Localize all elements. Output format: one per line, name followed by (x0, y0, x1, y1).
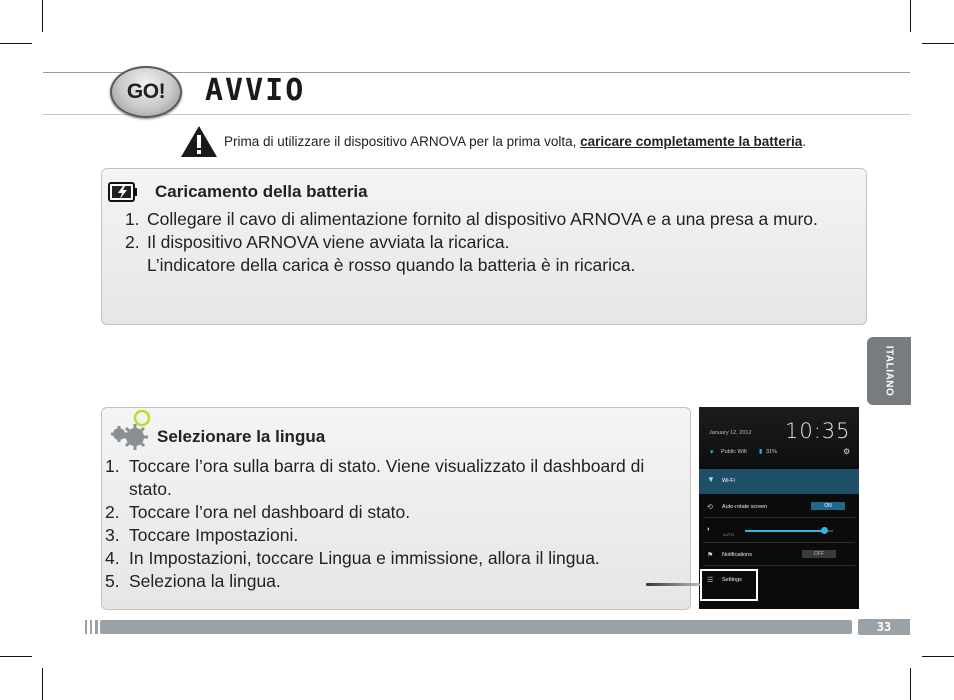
list-number: 3. (105, 525, 120, 545)
auto-rotate-toggle[interactable]: ON (811, 502, 845, 510)
header-rule-bottom (43, 114, 910, 115)
warning-text-end: . (802, 133, 807, 149)
warning-text-emphasis: caricare completamente la batteria (580, 133, 803, 149)
page-title: AVVIO (205, 73, 306, 108)
charging-title: Caricamento della batteria (155, 182, 368, 201)
list-text: Toccare Impostazioni. (129, 525, 299, 545)
dashboard-clock: 10:35 (785, 419, 851, 443)
list-item (105, 501, 683, 524)
battery-percent: 31% (766, 449, 778, 455)
header-rule-top (43, 72, 910, 73)
callout-pointer (646, 583, 700, 586)
list-text: Il dispositivo ARNOVA viene avviata la ricarica. (147, 232, 510, 252)
notifications-icon: ⚑ (707, 552, 714, 559)
language-side-tab-label: ITALIANO (883, 345, 895, 397)
wifi-icon: ▾ (710, 449, 714, 456)
settings-toggle-icon: ⚙ (843, 447, 851, 456)
dashboard-date: January 12, 2012 (709, 430, 752, 436)
list-text: Seleziona la lingua. (129, 571, 281, 591)
warning-text-plain: Prima di utilizzare il dispositivo ARNOVA per la prima volta, (224, 133, 581, 149)
list-text: Collegare il cavo di alimentazione fornito al dispositivo ARNOVA e a una presa a muro. (147, 209, 818, 229)
brightness-slider-fill (745, 530, 824, 532)
brightness-auto-label: AUTO (723, 532, 735, 537)
crop-mark (922, 43, 954, 44)
list-number: 1. (125, 209, 140, 229)
language-title: Selezionare la lingua (157, 427, 326, 446)
list-number: 1. (105, 456, 120, 476)
list-number (125, 254, 147, 277)
list-item (105, 570, 683, 593)
settings-highlight (700, 569, 758, 601)
list-text: Toccare l’ora nel dashboard di stato. (129, 502, 411, 522)
battery-icon (108, 181, 138, 203)
language-side-tab (867, 337, 911, 405)
warning-text (224, 134, 806, 149)
crop-mark (42, 0, 43, 32)
list-item (125, 254, 865, 277)
language-steps (105, 455, 683, 593)
battery-status-icon: ▮ (759, 449, 763, 455)
gear-icon (108, 406, 156, 452)
list-item (105, 524, 683, 547)
warning-icon (180, 125, 218, 158)
notifications-label: Notifications (722, 552, 752, 558)
charging-steps (125, 208, 865, 277)
list-number: 5. (105, 571, 120, 591)
crop-mark (0, 43, 32, 44)
auto-rotate-label: Auto-rotate screen (722, 504, 768, 510)
list-text: Toccare l’ora sulla barra di stato. Viene visualizzato il dashboard di stato. (129, 456, 645, 499)
list-number: 2. (125, 232, 140, 252)
list-item (105, 547, 683, 570)
list-item (125, 208, 865, 231)
brightness-icon: ◐ (707, 526, 712, 533)
crop-mark (42, 668, 43, 700)
warning-row (180, 124, 806, 158)
crop-mark (910, 0, 911, 32)
list-item (125, 231, 865, 254)
crop-mark (922, 656, 954, 657)
rotate-icon: ⟲ (707, 504, 713, 511)
footer-bar (100, 620, 852, 634)
wifi-network-name: Public Wifi (721, 449, 747, 455)
brightness-slider-handle[interactable] (821, 527, 828, 534)
divider (703, 565, 855, 566)
list-text: L’indicatore della carica è rosso quando la batteria è in ricarica. (147, 255, 636, 275)
divider (703, 542, 855, 543)
list-item (105, 455, 683, 501)
settings-label: Settings (722, 577, 742, 583)
crop-mark (0, 656, 32, 657)
notifications-toggle[interactable]: OFF (802, 550, 836, 558)
settings-icon: ☰ (707, 577, 714, 584)
crop-mark (910, 668, 911, 700)
list-number: 2. (105, 502, 120, 522)
go-badge-label: GO! (126, 80, 166, 103)
list-number: 4. (105, 548, 120, 568)
page-number: 33 (858, 619, 910, 635)
go-badge (110, 66, 182, 118)
wifi-row-icon: ▼ (707, 475, 715, 484)
divider (703, 517, 855, 518)
wifi-row[interactable] (699, 469, 859, 494)
wifi-row-label: Wi-Fi (722, 478, 735, 484)
list-text: In Impostazioni, toccare Lingua e immissione, allora il lingua. (129, 548, 600, 568)
